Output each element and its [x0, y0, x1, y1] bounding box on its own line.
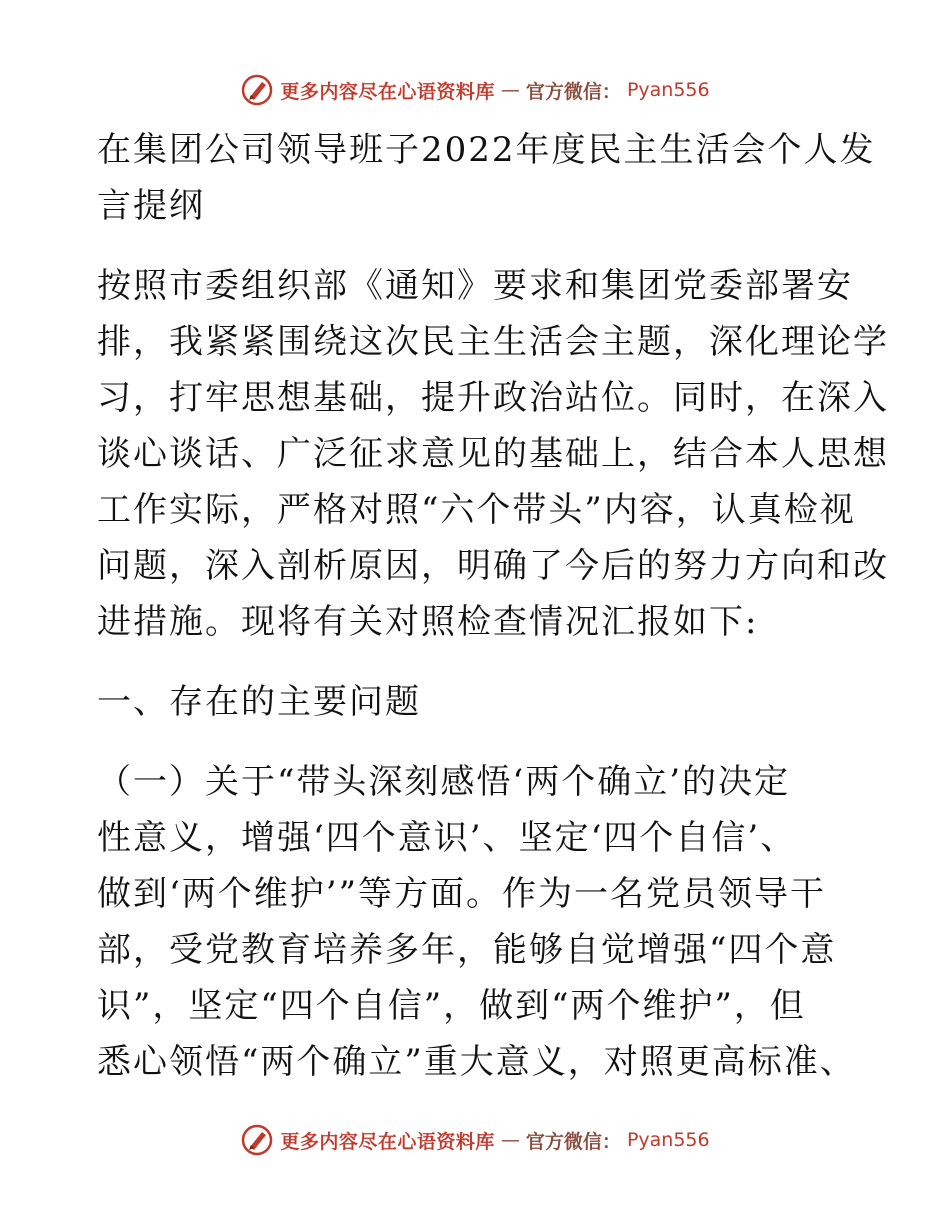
watermark-brand: 更多内容尽在心语资料库 [280, 80, 495, 103]
paragraph-line: 做到‘两个维护’”等方面。作为一名党员领导干 [97, 874, 826, 914]
title-line: 在集团公司领导班子2022年度民主生活会个人发 [97, 130, 876, 170]
paragraph-line: 习，打牢思想基础，提升政治站位。同时，在深入 [97, 378, 889, 418]
paragraph-line: 工作实际，严格对照“六个带头”内容，认真检视 [97, 490, 856, 530]
watermark-id: Pyan556 [626, 79, 710, 101]
watermark-label: 官方微信： [525, 1130, 621, 1153]
document-body [97, 122, 889, 1090]
paragraph-line: 识”，坚定“四个自信”，做到“两个维护”，但 [97, 986, 806, 1026]
paragraph-line: 按照市委组织部《通知》要求和集团党委部署安 [97, 266, 853, 306]
watermark-label: 官方微信： [525, 80, 621, 103]
title-line: 言提纲 [97, 186, 205, 226]
watermark-header [0, 70, 950, 110]
paragraph-line: 问题，深入剖析原因，明确了今后的努力方向和改 [97, 546, 889, 586]
watermark-dash: — [500, 79, 520, 101]
pen-logo-icon [240, 1123, 274, 1157]
watermark-id: Pyan556 [626, 1129, 710, 1151]
section-heading: 一、存在的主要问题 [97, 682, 421, 722]
paragraph-line: 进措施。现将有关对照检查情况汇报如下: [97, 602, 759, 642]
watermark-dash: — [500, 1129, 520, 1151]
watermark-brand: 更多内容尽在心语资料库 [280, 1130, 495, 1153]
pen-logo-icon [240, 73, 274, 107]
paragraph-line: 悉心领悟“两个确立”重大意义，对照更高标准、 [97, 1042, 856, 1082]
paragraph-line: 部，受党教育培养多年，能够自觉增强“四个意 [97, 930, 837, 970]
paragraph-line: 排，我紧紧围绕这次民主生活会主题，深化理论学 [97, 322, 889, 362]
paragraph-line: 性意义，增强‘四个意识’、坚定‘四个自信’、 [97, 818, 797, 858]
watermark-footer [0, 1120, 950, 1160]
paragraph-line: （一）关于“带头深刻感悟‘两个确立’的决定 [97, 762, 790, 802]
paragraph-line: 谈心谈话、广泛征求意见的基础上，结合本人思想 [97, 434, 889, 474]
